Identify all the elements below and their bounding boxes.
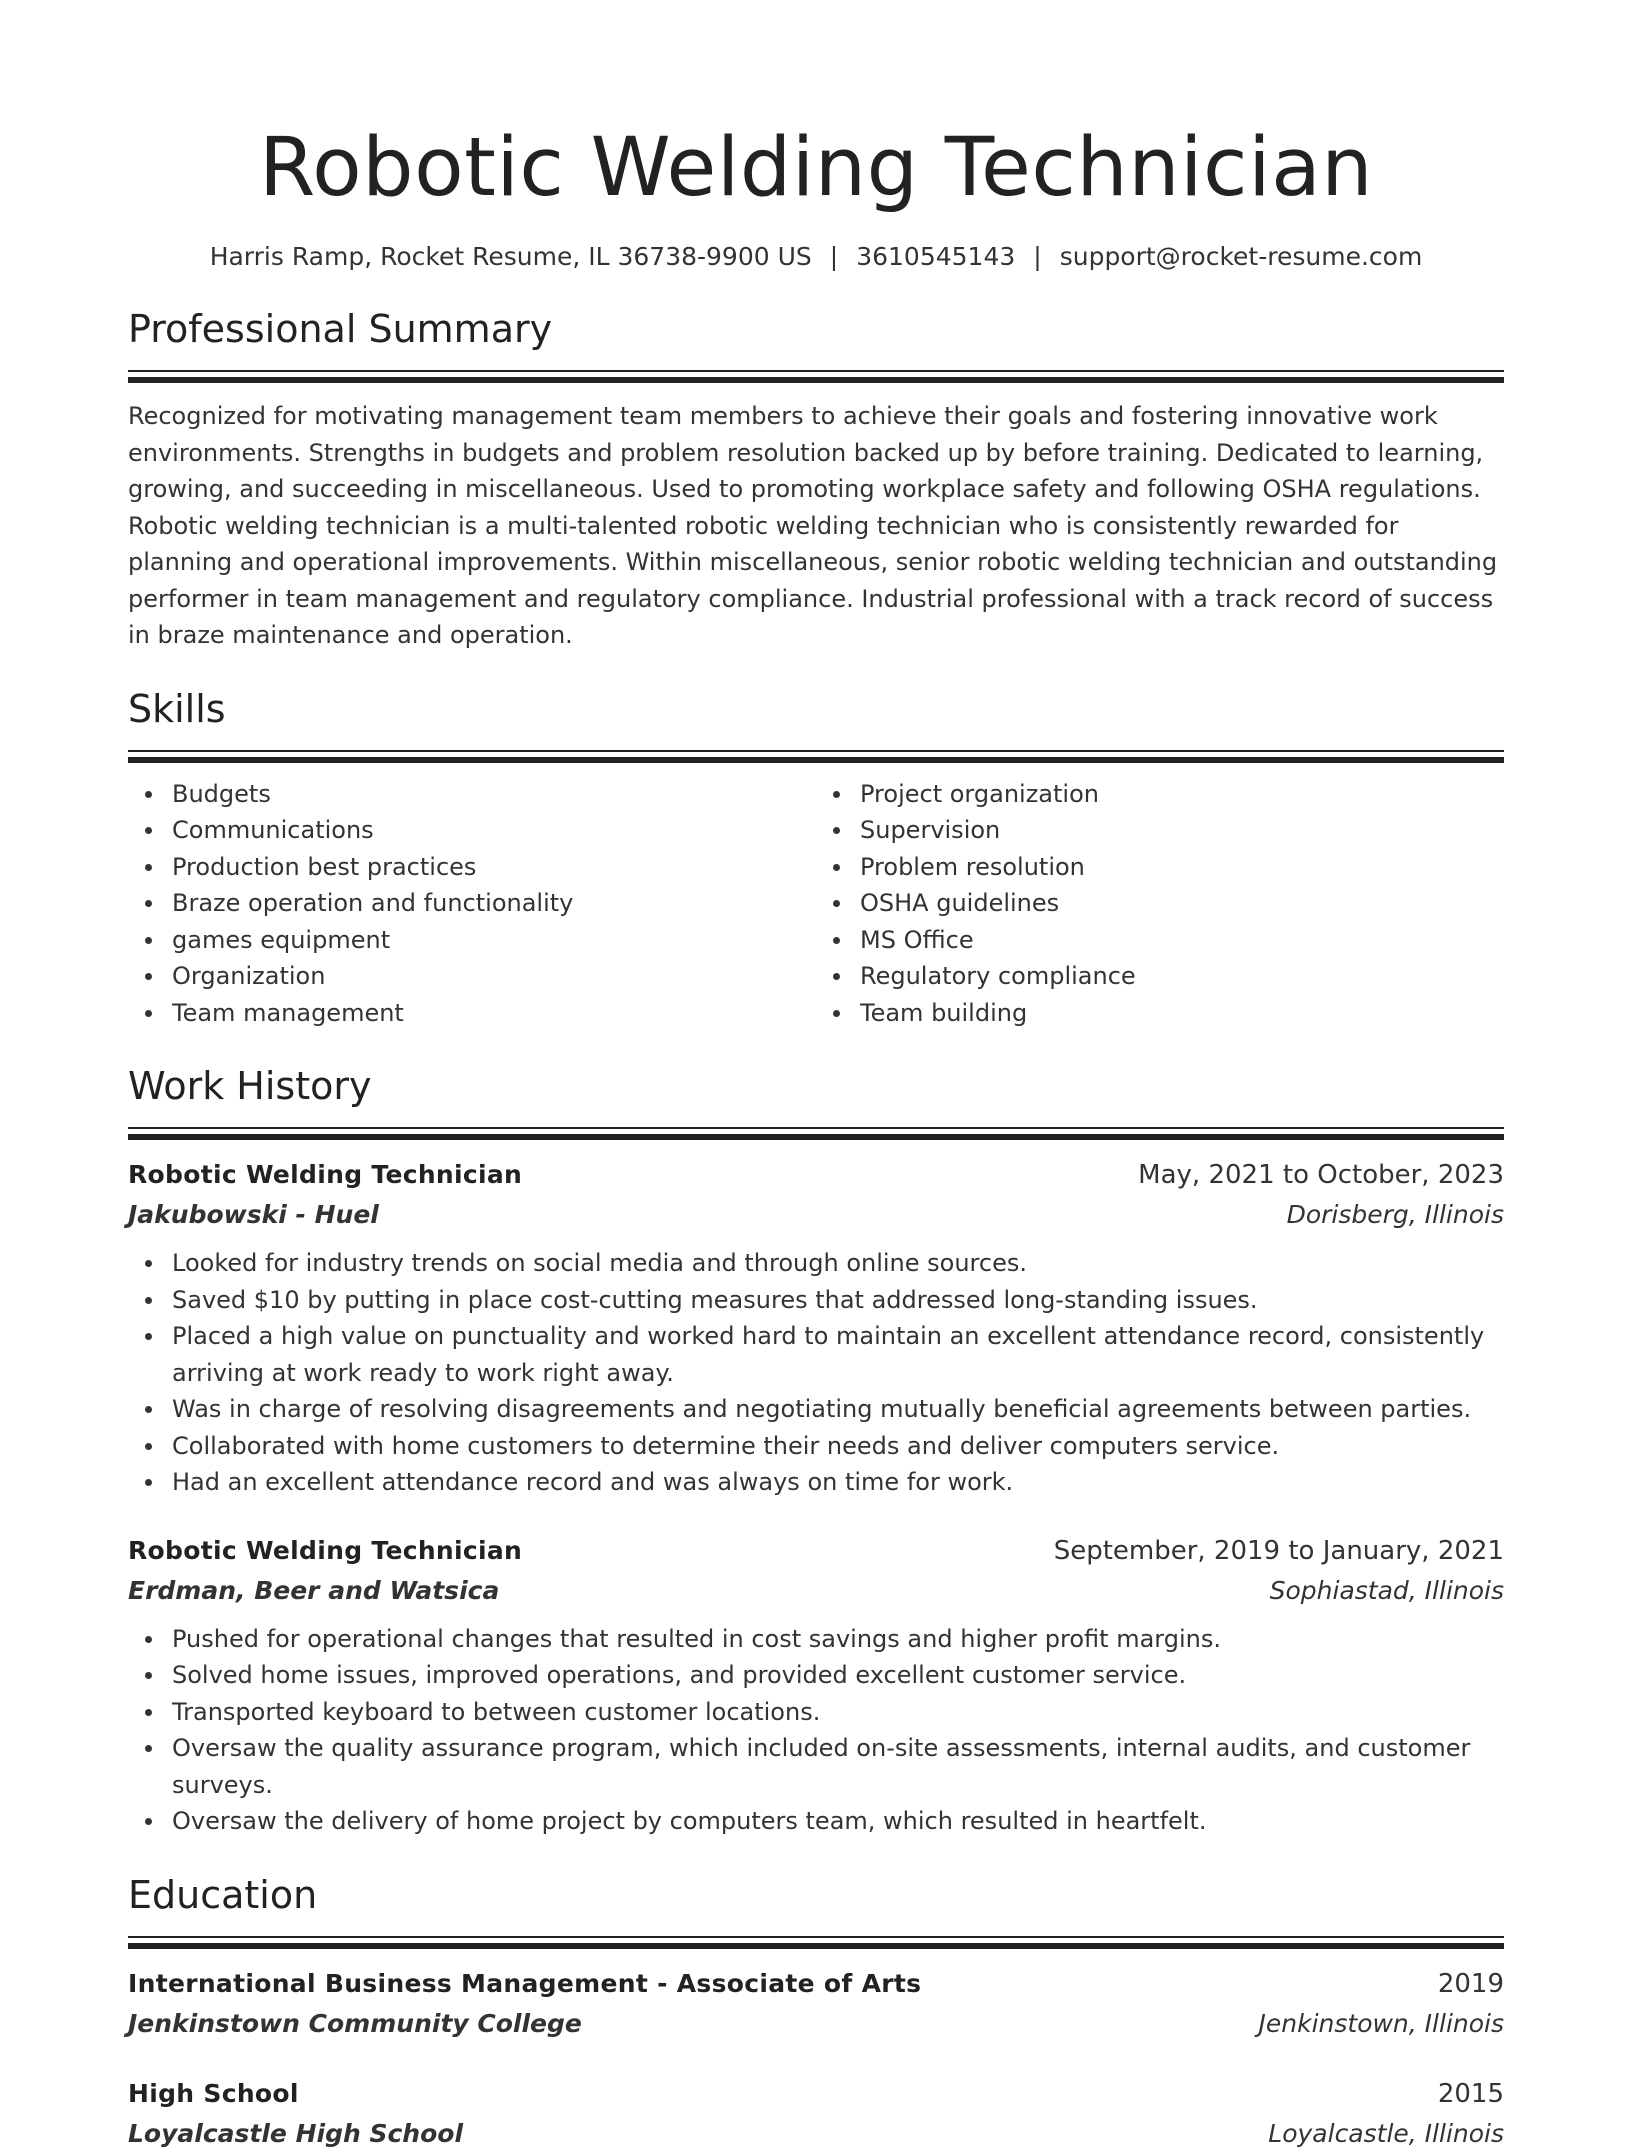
job-title: Robotic Welding Technician	[128, 1160, 523, 1189]
summary-section	[128, 304, 1504, 654]
education-location: Loyalcastle, Illinois	[1268, 2118, 1504, 2148]
job-bullet: Solved home issues, improved operations, and provided excellent customer service.	[172, 1657, 1504, 1694]
section-divider	[128, 750, 1504, 764]
skills-column-left	[128, 776, 816, 1032]
skill-item: games equipment	[172, 922, 816, 959]
education-school-row	[128, 2004, 1504, 2044]
skill-item: Regulatory compliance	[860, 958, 1504, 995]
job-company: Jakubowski - Huel	[128, 1200, 379, 1229]
job-bullet: Oversaw the quality assurance program, which included on-site assessments, internal audits, and customer surveys.	[172, 1730, 1504, 1803]
contact-address: Harris Ramp, Rocket Resume, IL 36738-9900 US	[209, 242, 812, 271]
skill-item: Braze operation and functionality	[172, 885, 816, 922]
education-header-row	[128, 1964, 1504, 2004]
section-heading-work-history: Work History	[128, 1064, 372, 1108]
skill-item: Problem resolution	[860, 849, 1504, 886]
contact-line	[128, 240, 1504, 274]
job-entry	[128, 1155, 1504, 1501]
education-header-row	[128, 2074, 1504, 2114]
section-heading-summary: Professional Summary	[128, 307, 553, 351]
job-bullets	[128, 1621, 1504, 1840]
section-divider	[128, 370, 1504, 384]
education-school: Jenkinstown Community College	[128, 2008, 582, 2038]
job-bullet: Transported keyboard to between customer locations.	[172, 1694, 1504, 1731]
job-bullet: Collaborated with home customers to determine their needs and deliver computers service.	[172, 1428, 1504, 1465]
skill-item: MS Office	[860, 922, 1504, 959]
contact-separator: |	[829, 242, 839, 271]
skill-item: Team management	[172, 995, 816, 1032]
job-bullet: Pushed for operational changes that resulted in cost savings and higher profit margins.	[172, 1621, 1504, 1658]
summary-text: Recognized for motivating management team members to achieve their goals and fostering innovative work environments. Strengths in budgets and problem resolution backed up by before training. Dedicated to learning, growing, and succeeding in miscellaneous. Used to promoting workplace safety and following OSHA regulations. Robotic welding technician is a multi-talented robotic welding technician who is consistently rewarded for planning and operational improvements. Within miscellaneous, senior robotic welding technician and outstanding performer in team management and regulatory compliance. Industrial professional with a track record of success in braze maintenance and operation.	[128, 402, 1498, 649]
job-bullet: Was in charge of resolving disagreements and negotiating mutually beneficial agreements between parties.	[172, 1391, 1504, 1428]
skills-column-right	[816, 776, 1504, 1032]
skill-item: Communications	[172, 812, 816, 849]
job-location: Dorisberg, Illinois	[1286, 1200, 1504, 1229]
education-school: Loyalcastle High School	[128, 2118, 464, 2148]
job-title: Robotic Welding Technician	[128, 1535, 523, 1565]
education-location: Jenkinstown, Illinois	[1258, 2008, 1504, 2038]
skills-section	[128, 684, 1504, 1032]
skill-item: Budgets	[172, 776, 816, 813]
education-entry	[128, 1964, 1504, 2044]
job-bullet: Placed a high value on punctuality and worked hard to maintain an excellent attendance record, consistently arriving at work ready to work right away.	[172, 1318, 1504, 1391]
education-year: 2015	[1437, 2078, 1504, 2109]
job-bullet: Saved $10 by putting in place cost-cutting measures that addressed long-standing issues.	[172, 1282, 1504, 1319]
section-divider	[128, 1936, 1504, 1950]
skills-list	[128, 776, 1504, 1032]
resume-title: Robotic Welding Technician	[258, 121, 1374, 215]
job-company-row	[128, 1195, 1504, 1235]
job-bullet: Oversaw the delivery of home project by computers team, which resulted in heartfelt.	[172, 1803, 1504, 1840]
contact-phone: 3610545143	[856, 242, 1016, 271]
contact-separator: |	[1033, 242, 1042, 271]
job-company-row	[128, 1571, 1504, 1611]
section-heading-education: Education	[128, 1872, 318, 1917]
job-bullet: Had an excellent attendance record and was always on time for work.	[172, 1464, 1504, 1501]
contact-email: support@rocket-resume.com	[1059, 242, 1423, 271]
job-company: Erdman, Beer and Watsica	[128, 1575, 500, 1605]
skill-item: Project organization	[860, 776, 1504, 813]
job-bullets	[128, 1245, 1504, 1501]
education-entry	[128, 2074, 1504, 2154]
job-bullet: Looked for industry trends on social media and through online sources.	[172, 1245, 1504, 1282]
job-dates: May, 2021 to October, 2023	[1138, 1160, 1504, 1190]
education-year: 2019	[1437, 1968, 1504, 1999]
education-degree: International Business Management - Associate of Arts	[128, 1968, 922, 1998]
skill-item: Supervision	[860, 812, 1504, 849]
job-location: Sophiastad, Illinois	[1269, 1575, 1504, 1605]
education-section	[128, 1870, 1504, 2154]
job-header-row	[128, 1155, 1504, 1195]
skill-item: OSHA guidelines	[860, 885, 1504, 922]
skill-item: Organization	[172, 958, 816, 995]
skill-item: Production best practices	[172, 849, 816, 886]
skill-item: Team building	[860, 995, 1504, 1032]
work-history-section	[128, 1061, 1504, 1840]
job-header-row	[128, 1531, 1504, 1571]
education-degree: High School	[128, 2078, 299, 2108]
section-divider	[128, 1127, 1504, 1141]
education-school-row	[128, 2114, 1504, 2154]
job-entry	[128, 1531, 1504, 1840]
section-heading-skills: Skills	[128, 686, 226, 731]
job-dates: September, 2019 to January, 2021	[1053, 1535, 1504, 1566]
